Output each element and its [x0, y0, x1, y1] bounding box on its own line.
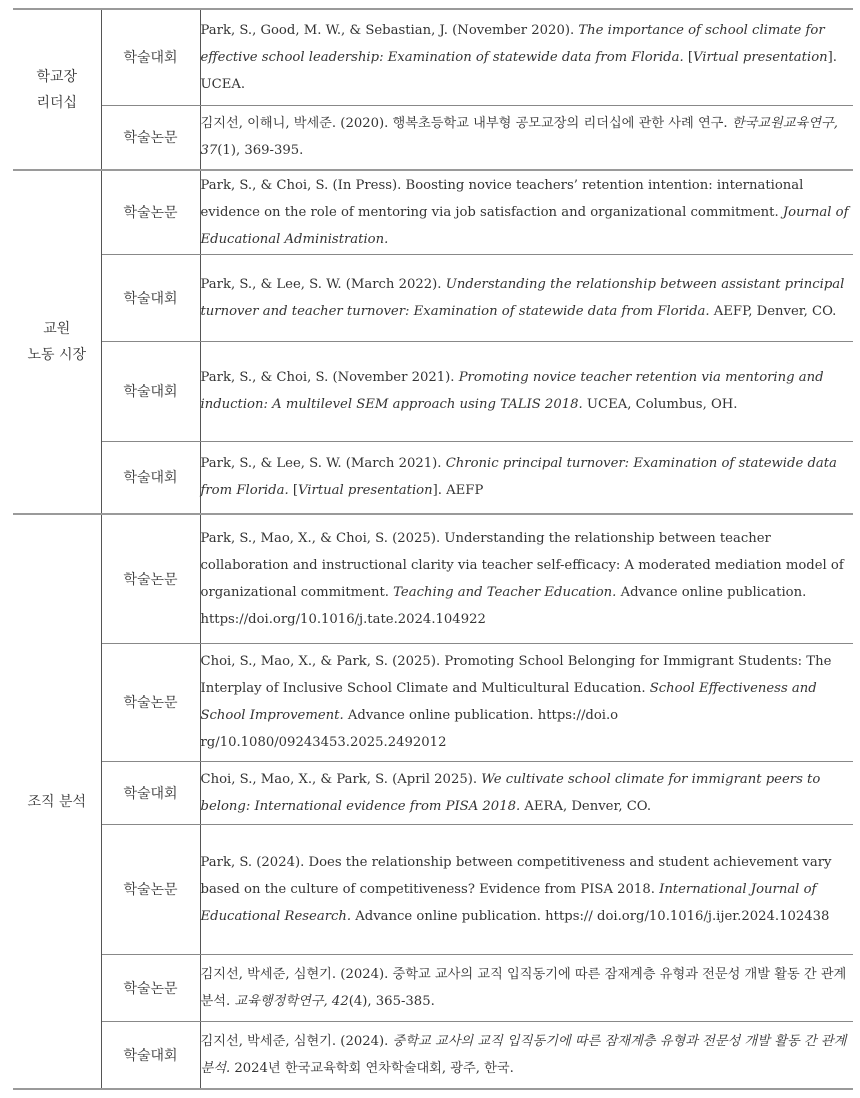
citation-part: UCEA, Columbus, OH.: [582, 397, 738, 412]
citation: [200, 441, 853, 514]
citation-part: ]. UCEA.: [200, 49, 837, 92]
citation-part: Park, S., Mao, X., & Choi, S. (2025). Understanding the relationship between teacher collaboration and instructional clarity via teacher self-efficacy: A moderated mediation model of organizational commitment.: [200, 530, 844, 600]
citation-italic-part: Chronic principal turnover: Examination of statewide data from Florida.: [200, 456, 837, 499]
publication-row: [13, 341, 853, 441]
citation-part: Advance online publication. https://doi.org/10.1016/j.tate.2024.104922: [200, 584, 807, 627]
citation-part: (4), 365-385.: [348, 993, 435, 1009]
citation-part: AEFP, Denver, CO.: [709, 303, 837, 319]
citation: [200, 643, 853, 761]
citation-part: 2024년 한국교육학회 연차학술대회, 광주, 한국.: [230, 1060, 514, 1076]
publication-type: 학술대회: [101, 254, 200, 341]
citation-part: Park, S., Good, M. W., & Sebastian, J. (November 2020).: [200, 22, 579, 38]
citation: [200, 1021, 853, 1089]
publication-row: [13, 514, 853, 643]
publication-type: 학술대회: [101, 441, 200, 514]
publication-type: 학술논문: [101, 824, 200, 954]
publication-row: [13, 105, 853, 170]
citation-part: 김지선, 박세준, 심현기. (2024).: [200, 1033, 393, 1049]
research-area-cell: [13, 9, 101, 170]
research-area-cell: [13, 170, 101, 514]
citation: [200, 514, 853, 643]
citation-italic-part: We cultivate school climate for immigrant peers to belong: International evidence from PISA 2018.: [200, 771, 821, 814]
publication-row: [13, 643, 853, 761]
citation-italic-part: School Effectiveness and School Improvement.: [200, 681, 817, 723]
research-area-label-line: 조직 분석: [27, 793, 87, 810]
citation-italic-part: Teaching and Teacher Education.: [393, 584, 617, 600]
publication-type: 학술논문: [101, 954, 200, 1021]
citation-part: Park, S. (2024). Does the relationship between competitiveness and student achievement vary based on the culture of competitiveness? Evidence from PISA 2018.: [200, 854, 832, 897]
publication-row: [13, 1021, 853, 1089]
citation-part: ]. AEFP: [432, 483, 484, 499]
citation-italic-part: Virtual presentation: [298, 483, 433, 499]
citation: [200, 761, 853, 824]
research-area-cell: [13, 514, 101, 1089]
publication-row: [13, 954, 853, 1021]
citation-part: Advance online publication. https:// doi.org/10.1016/j.ijer.2024.102438: [351, 908, 830, 924]
publication-row: [13, 170, 853, 254]
citation-italic-part: Journal of Educational Administration.: [200, 204, 849, 247]
publication-row: [13, 9, 853, 105]
citation-italic-part: Understanding the relationship between assistant principal turnover and teacher turnover: Examination of statewide data from Florida.: [200, 276, 845, 319]
citation: [200, 105, 853, 170]
citation-part: Choi, S., Mao, X., & Park, S. (2025). Promoting School Belonging for Immigrant Students: The Interplay of Inclusive School Climate and Multicultural Education.: [200, 654, 832, 696]
citation-part: Park, S., & Lee, S. W. (March 2021).: [200, 456, 446, 472]
publications-table: [13, 8, 853, 1090]
citation: [200, 341, 853, 441]
publication-type: 학술논문: [101, 105, 200, 170]
citation-part: [: [288, 483, 298, 499]
citation-part: (1), 369-395.: [217, 143, 304, 159]
citation-italic-part: International Journal of Educational Research.: [200, 881, 817, 924]
citation-part: 김지선, 박세준, 심현기. (2024). 중학교 교사의 교직 입직동기에 따른 잠재계층 유형과 전문성 개발 활동 간 관계 분석.: [200, 966, 847, 1009]
publication-type: 학술대회: [101, 341, 200, 441]
citation-italic-part: 한국교원교육연구, 37: [200, 116, 838, 159]
publication-type: 학술논문: [101, 170, 200, 254]
research-area-label-line: 교원: [43, 321, 71, 337]
citation: [200, 254, 853, 341]
citation-italic-part: 중학교 교사의 교직 입직동기에 따른 잠재계층 유형과 전문성 개발 활동 간 관계 분석.: [200, 1033, 847, 1076]
research-area-label-line: 학교장: [36, 68, 78, 85]
publication-type: 학술논문: [101, 514, 200, 643]
citation-part: Park, S., & Lee, S. W. (March 2022).: [200, 276, 446, 292]
publication-row: [13, 824, 853, 954]
research-area-label-line: 리더십: [36, 94, 78, 111]
citation-italic-part: The importance of school climate for effective school leadership: Examination of statewide data from Florida.: [200, 22, 825, 65]
publication-type: 학술대회: [101, 9, 200, 105]
citation: [200, 170, 853, 254]
citation-italic-part: Promoting novice teacher retention via mentoring and induction: A multilevel SEM approach using TALIS 2018.: [200, 370, 824, 412]
citation-italic-part: Virtual presentation: [693, 49, 828, 65]
publication-row: [13, 254, 853, 341]
citation-part: AERA, Denver, CO.: [520, 798, 652, 814]
citation-part: Advance online publication. https://doi.o rg/10.1080/09243453.2025.2492012: [200, 708, 619, 750]
citation-part: Park, S., & Choi, S. (In Press). Boosting novice teachers’ retention intention: international evidence on the role of mentoring via job satisfaction and organizational commitment.: [200, 177, 804, 220]
publication-type: 학술논문: [101, 643, 200, 761]
citation-part: Park, S., & Choi, S. (November 2021).: [200, 370, 459, 385]
citation: [200, 954, 853, 1021]
citation-part: 김지선, 이해니, 박세준. (2020). 행복초등학교 내부형 공모교장의 리더십에 관한 사례 연구.: [200, 116, 732, 132]
publication-row: [13, 761, 853, 824]
publication-type: 학술대회: [101, 1021, 200, 1089]
citation: [200, 9, 853, 105]
citation-part: Choi, S., Mao, X., & Park, S. (April 2025).: [200, 771, 482, 787]
research-area-label-line: 노동 시장: [27, 347, 87, 363]
citation-part: [: [683, 49, 694, 65]
publications-table-body: [13, 9, 853, 1089]
publication-type: 학술대회: [101, 761, 200, 824]
publication-row: [13, 441, 853, 514]
citation: [200, 824, 853, 954]
citation-italic-part: 교육행정학연구, 42: [234, 993, 349, 1009]
